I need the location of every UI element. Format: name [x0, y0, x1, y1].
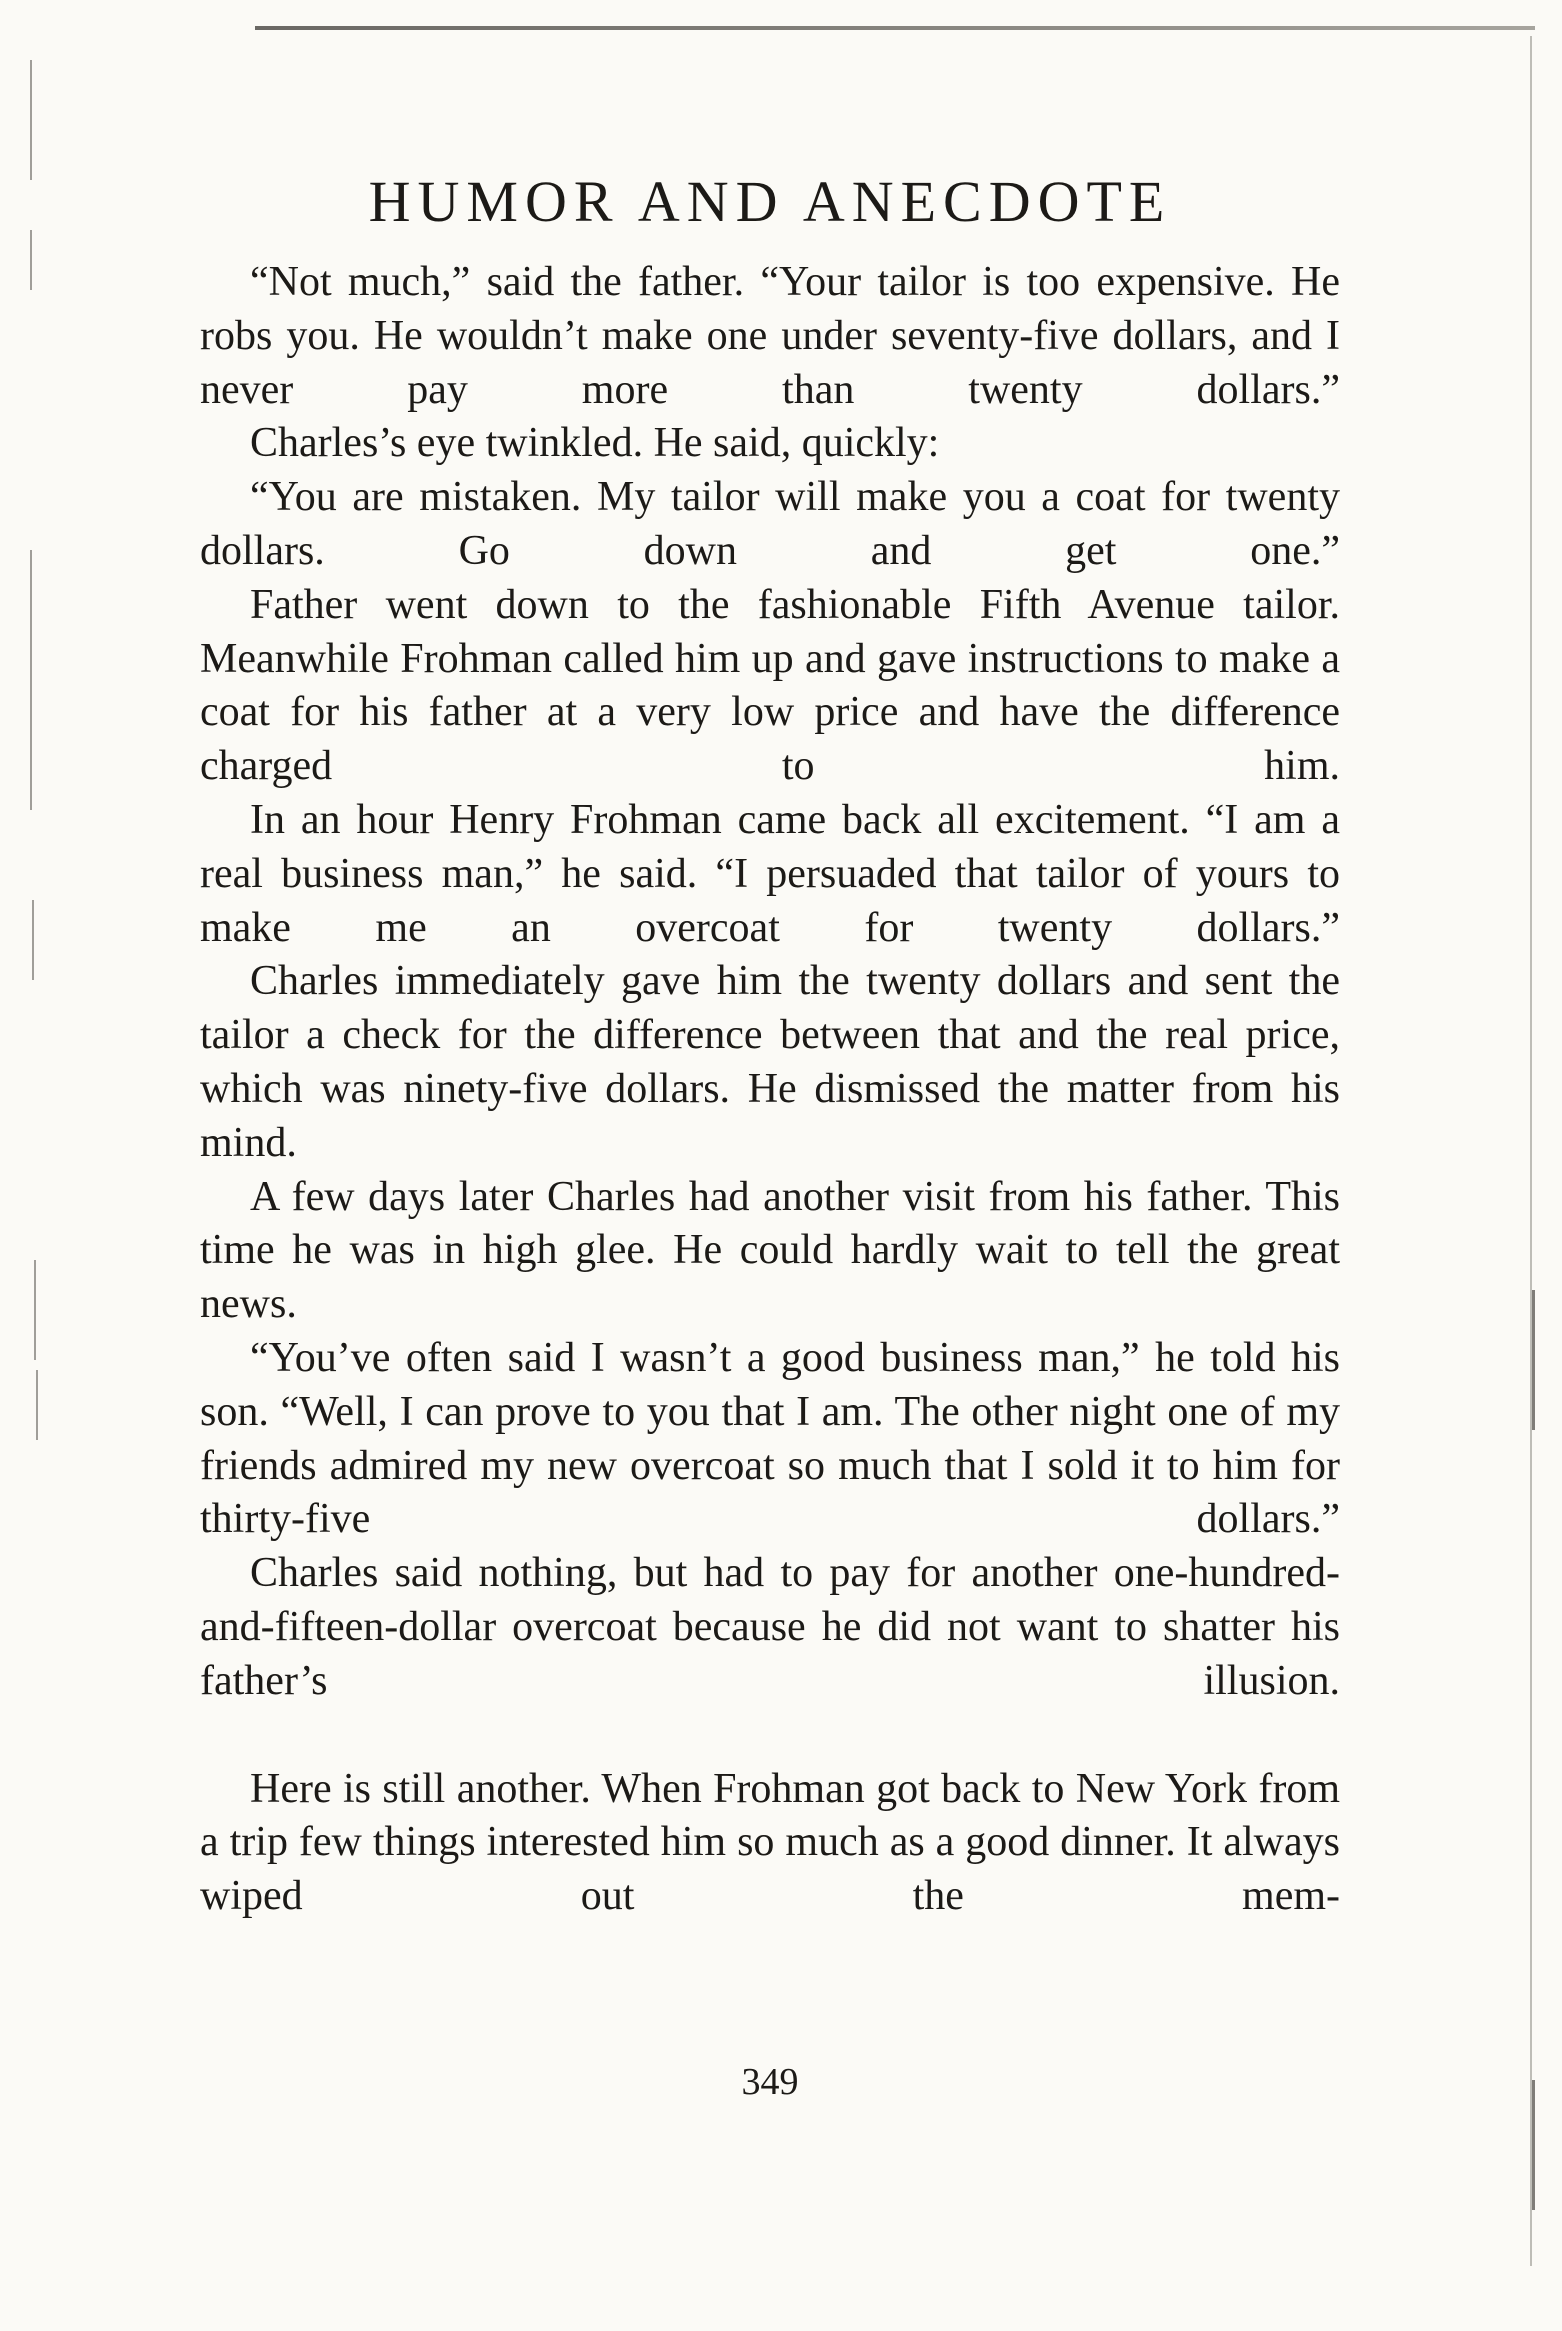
margin-mark [1532, 2080, 1535, 2210]
running-head: HUMOR AND ANECDOTE [368, 169, 1172, 234]
paragraph: A few days later Charles had another visit from his father. This time he was in high glee. He could hardly wait to tell the great news. [200, 1173, 1340, 1328]
top-edge-shadow [255, 26, 1535, 30]
right-page-edge [1530, 36, 1538, 2266]
paragraph: “You are mistaken. My tailor will make you a coat for twenty dollars. Go down and get one.” [200, 474, 1340, 574]
margin-mark [32, 900, 34, 980]
margin-mark [34, 1260, 36, 1360]
paragraph: “Not much,” said the father. “Your tailor is too expensive. He robs you. He wouldn’t make one under seventy-five dollars, and I never pay more than twenty dollars.” [200, 259, 1340, 413]
paragraph: Charles immediately gave him the twenty dollars and sent the tailor a check for the difference between that and the real price, which was ninety-five dollars. He dismissed the matter from his mind. [200, 958, 1340, 1166]
margin-mark [30, 550, 32, 810]
paragraph: Charles’s eye twinkled. He said, quickly: [250, 420, 940, 467]
margin-mark [30, 60, 32, 180]
paragraph: Here is still another. When Frohman got back to New York from a trip few things interested him so much as a good dinner. It always wiped out the mem- [200, 1765, 1340, 1920]
margin-mark [30, 230, 32, 290]
body-text [200, 256, 1340, 1924]
paragraph: In an hour Henry Frohman came back all excitement. “I am a real business man,” he said. “I persuaded that tailor of yours to make me an overcoat for twenty dollars.” [200, 796, 1340, 951]
paragraph: Charles said nothing, but had to pay for another one-hundred-and-fifteen-dollar overcoat because he did not want to shatter his father’s illusion. [200, 1550, 1340, 1704]
margin-mark [36, 1370, 38, 1440]
margin-mark [1532, 1290, 1535, 1430]
paragraph: Father went down to the fashionable Fifth Avenue tailor. Meanwhile Frohman called him up and gave instructions to make a coat for his father at a very low price and have the difference charged to him. [200, 581, 1340, 790]
page-number: 349 [741, 2061, 799, 2103]
paragraph: “You’ve often said I wasn’t a good business man,” he told his son. “Well, I can prove to you that I am. The other night one of my friends admired my new overcoat so much that I sold it to him for thirty-five dollars.” [200, 1334, 1340, 1543]
